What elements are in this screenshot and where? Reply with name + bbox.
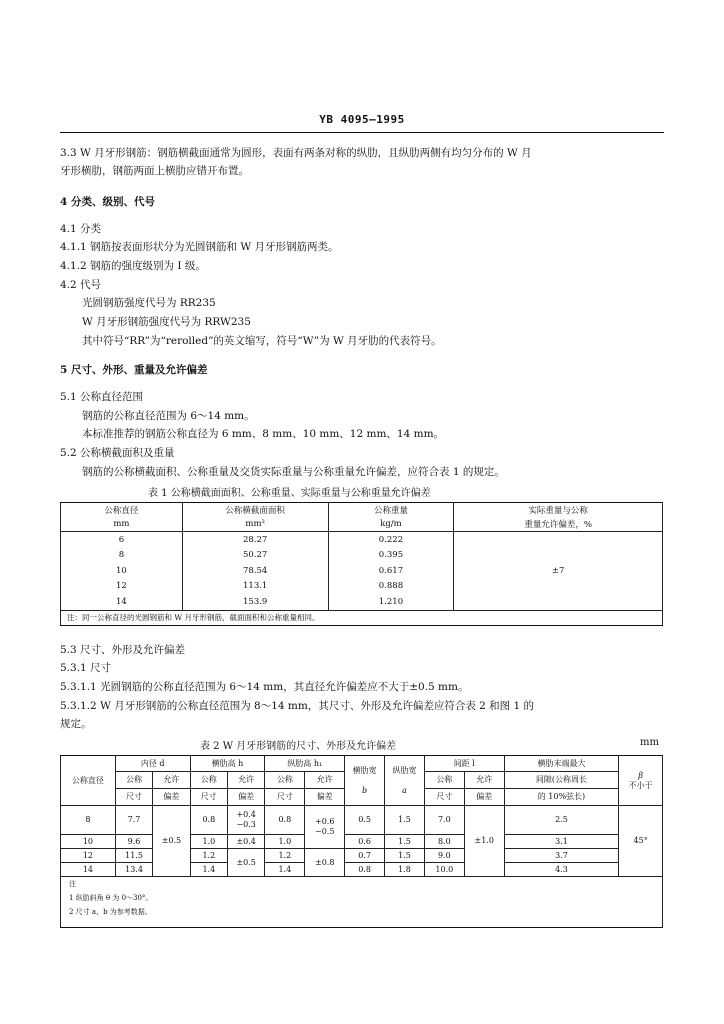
clause-5-1-text-a: 钢筋的公称直径范围为 6～14 mm。 <box>82 410 255 422</box>
t2-cell: 0.8 <box>265 806 305 835</box>
table-row <box>61 835 663 849</box>
t2-cell: 3.1 <box>504 835 619 849</box>
t2-cell: 1.2 <box>190 849 227 863</box>
t2-h-dev-rest: ±0.5 <box>228 849 265 877</box>
table1-caption: 表 1 公称横截面面积、公称重量、实际重量与公称重量允许偏差 <box>148 488 431 499</box>
t2-sub-allow: 允许 <box>305 772 345 789</box>
t1-unit-diameter: mm <box>61 517 183 532</box>
clause-3-3-line2: 牙形横肋，钢筋两面上横肋应错开布置。 <box>60 165 249 177</box>
t2-cell: 1.5 <box>385 849 425 863</box>
code-explanation: 其中符号“RR”为“rerolled”的英文缩写，符号“W”为 W 月牙肋的代表符号。 <box>82 335 442 347</box>
table-row <box>61 849 663 863</box>
t2-cell: 13.4 <box>115 863 152 877</box>
t2-cell: 1.4 <box>265 863 305 877</box>
t2-cell: 7.7 <box>115 806 152 835</box>
t2-sub-dev: 偏差 <box>228 789 265 806</box>
t2-header-beta <box>619 756 663 806</box>
t1-cell: 0.617 <box>328 563 454 579</box>
t1-cell: 113.1 <box>182 579 328 595</box>
table-row <box>61 863 663 877</box>
t2-sub-dev: 偏差 <box>153 789 190 806</box>
t2-sub-gap: 间隙(公称周长 <box>504 772 619 789</box>
t1-cell: 28.27 <box>182 532 328 548</box>
t1-unit-area: mm² <box>182 517 328 532</box>
t1-tolerance-value: ±7 <box>454 532 663 611</box>
t2-sub-nominal: 公称 <box>265 772 305 789</box>
t2-cell: 12 <box>61 849 116 863</box>
t2-note-1: 1 纵肋斜角 θ 为 0～30°。 <box>69 894 153 902</box>
t2-beta-value: 45° <box>619 806 663 877</box>
t2-sub-allow: 允许 <box>464 772 504 789</box>
t2-header-inner: 内径 d <box>115 756 190 772</box>
t2-cell: 1.0 <box>190 835 227 849</box>
t1-cell: 6 <box>61 532 183 548</box>
clause-3-3-line1: 3.3 W 月牙形钢筋：钢筋横截面通常为圆形，表面有两条对称的纵肋，且纵肋两侧有均匀分布的 W 月 <box>60 147 532 159</box>
t1-cell: 10 <box>61 563 183 579</box>
t2-cell: 1.0 <box>265 835 305 849</box>
table-row <box>61 532 663 548</box>
t1-cell: 0.395 <box>328 548 454 564</box>
t2-trans-width-label: 横肋宽 <box>352 765 377 775</box>
t2-header-long-rib: 纵肋高 h₁ <box>265 756 345 772</box>
clause-5-3-1: 5.3.1 尺寸 <box>60 662 112 674</box>
t2-h1-dev <box>305 806 345 849</box>
t2-cell: 1.5 <box>385 835 425 849</box>
t2-cell: 1.5 <box>385 806 425 835</box>
clause-4-1-1: 4.1.1 钢筋按表面形状分为光圆钢筋和 W 月牙形钢筋两类。 <box>60 241 339 253</box>
t2-cell: 10 <box>61 835 116 849</box>
t2-sub-nominal: 公称 <box>115 772 152 789</box>
t2-long-width-label: 纵肋宽 <box>392 765 417 775</box>
t2-sub-nominal: 公称 <box>190 772 227 789</box>
section-5-title: 5 尺寸、外形、重量及允许偏差 <box>60 364 208 376</box>
t1-note: 注：同一公称直径的光圆钢筋和 W 月牙形钢筋，截面面积和公称重量相同。 <box>61 610 663 625</box>
t2-cell: 1.4 <box>190 863 227 877</box>
t2-h-dev-8-plus: +0.4 <box>236 810 256 819</box>
t2-cell: 8.0 <box>424 835 464 849</box>
t2-cell: 0.8 <box>190 806 227 835</box>
t2-h-dev-8 <box>228 806 265 835</box>
t1-header-diameter: 公称直径 <box>61 503 183 518</box>
t2-cell: 14 <box>61 863 116 877</box>
t1-header-area: 公称横截面面积 <box>182 503 328 518</box>
clause-5-2-text: 钢筋的公称横截面积、公称重量及交货实际重量与公称重量允许偏差，应符合表 1 的规定。 <box>82 466 505 478</box>
code-rrw235: W 月牙形钢筋强度代号为 RRW235 <box>82 316 251 328</box>
t2-cell: 0.5 <box>345 806 385 835</box>
t2-cell: 7.0 <box>424 806 464 835</box>
t2-beta-sym: β <box>638 770 643 780</box>
t1-cell: 14 <box>61 594 183 610</box>
t2-sub-size: 尺寸 <box>424 789 464 806</box>
t2-sub-size: 尺寸 <box>265 789 305 806</box>
t2-sub-dev: 偏差 <box>464 789 504 806</box>
t1-header-weight: 公称重量 <box>328 503 454 518</box>
table1 <box>60 502 663 626</box>
clause-4-1: 4.1 分类 <box>60 223 102 235</box>
t1-cell: 0.222 <box>328 532 454 548</box>
table-row <box>61 806 663 835</box>
t2-h-dev-10: ±0.4 <box>228 835 265 849</box>
t1-cell: 50.27 <box>182 548 328 564</box>
t1-cell: 0.888 <box>328 579 454 595</box>
t2-cell: 4.3 <box>504 863 619 877</box>
t2-header-trans-rib: 横肋高 h <box>190 756 265 772</box>
t2-h1-dev-minus: −0.5 <box>314 827 335 836</box>
standard-code-header: YB 4095—1995 <box>319 113 405 126</box>
t2-sub-gap: 的 10%弦长) <box>504 789 619 806</box>
t2-sub-size: 尺寸 <box>190 789 227 806</box>
t2-cell: 10.0 <box>424 863 464 877</box>
table2-unit: mm <box>640 737 659 748</box>
clause-5-3-1-1: 5.3.1.1 光圆钢筋的公称直径范围为 6～14 mm，其直径允许偏差应不大于±0.5 mm。 <box>60 681 469 693</box>
t2-note-2: 2 尺寸 a、b 为参考数据。 <box>69 908 152 916</box>
t2-long-width-sym: a <box>402 785 407 795</box>
t1-unit-tolerance: 重量允许偏差，% <box>454 517 663 532</box>
t1-unit-weight: kg/m <box>328 517 454 532</box>
t2-header-spacing: 间距 l <box>424 756 504 772</box>
t2-sub-size: 尺寸 <box>115 789 152 806</box>
t2-cell: 1.8 <box>385 863 425 877</box>
t2-cell: 1.2 <box>265 849 305 863</box>
t2-cell: 9.6 <box>115 835 152 849</box>
clause-5-1-text-b: 本标准推荐的钢筋公称直径为 6 mm、8 mm、10 mm、12 mm、14 mm。 <box>82 428 445 440</box>
t1-cell: 153.9 <box>182 594 328 610</box>
t2-cell: 3.7 <box>504 849 619 863</box>
t2-note-title: 注 <box>69 880 76 888</box>
t2-header-long-width <box>385 756 425 806</box>
t1-cell: 8 <box>61 548 183 564</box>
t2-cell: 0.7 <box>345 849 385 863</box>
t2-notes <box>61 877 663 928</box>
t2-sub-allow: 允许 <box>228 772 265 789</box>
t1-cell: 1.210 <box>328 594 454 610</box>
t2-header-trans-width <box>345 756 385 806</box>
t2-cell: 0.6 <box>345 835 385 849</box>
t2-header-diameter: 公称直径 <box>61 756 116 806</box>
header-rule <box>60 132 664 133</box>
table2 <box>60 755 663 928</box>
t2-h1-dev-plus: +0.6 <box>314 817 335 826</box>
clause-5-2: 5.2 公称横截面积及重量 <box>60 447 175 459</box>
t2-sub-nominal: 公称 <box>424 772 464 789</box>
t1-cell: 12 <box>61 579 183 595</box>
t2-cell: 8 <box>61 806 116 835</box>
clause-4-2: 4.2 代号 <box>60 279 102 291</box>
t2-cell: 9.0 <box>424 849 464 863</box>
t2-inner-dev: ±0.5 <box>153 806 190 877</box>
t2-l-dev: ±1.0 <box>464 806 504 877</box>
t2-cell: 2.5 <box>504 806 619 835</box>
clause-5-3-1-2-line1: 5.3.1.2 W 月牙形钢筋的公称直径范围为 8～14 mm，其尺寸、外形及允许偏差应符合表 2 和图 1 的 <box>60 700 535 712</box>
t2-h-dev-8-minus: −0.3 <box>236 820 256 829</box>
t2-beta-label: 不小于 <box>628 780 653 790</box>
t1-header-tolerance: 实际重量与公称 <box>454 503 663 518</box>
t2-cell: 11.5 <box>115 849 152 863</box>
clause-5-1: 5.1 公称直径范围 <box>60 391 144 403</box>
t2-h1-dev-rest: ±0.8 <box>305 849 345 877</box>
code-rr235: 光圆钢筋强度代号为 RR235 <box>82 297 216 309</box>
t1-cell: 78.54 <box>182 563 328 579</box>
table2-caption: 表 2 W 月牙形钢筋的尺寸、外形及允许偏差 <box>200 741 397 752</box>
clause-5-3: 5.3 尺寸、外形及允许偏差 <box>60 644 186 656</box>
t2-trans-width-sym: b <box>362 785 368 795</box>
clause-5-3-1-2-line2: 规定。 <box>60 718 92 730</box>
t2-header-gap: 横肋末端最大 <box>504 756 619 772</box>
section-4-title: 4 分类、级别、代号 <box>60 196 155 208</box>
clause-4-1-2: 4.1.2 钢筋的强度级别为 I 级。 <box>60 260 206 272</box>
t2-sub-allow: 允许 <box>153 772 190 789</box>
t2-cell: 0.8 <box>345 863 385 877</box>
t2-sub-dev: 偏差 <box>305 789 345 806</box>
